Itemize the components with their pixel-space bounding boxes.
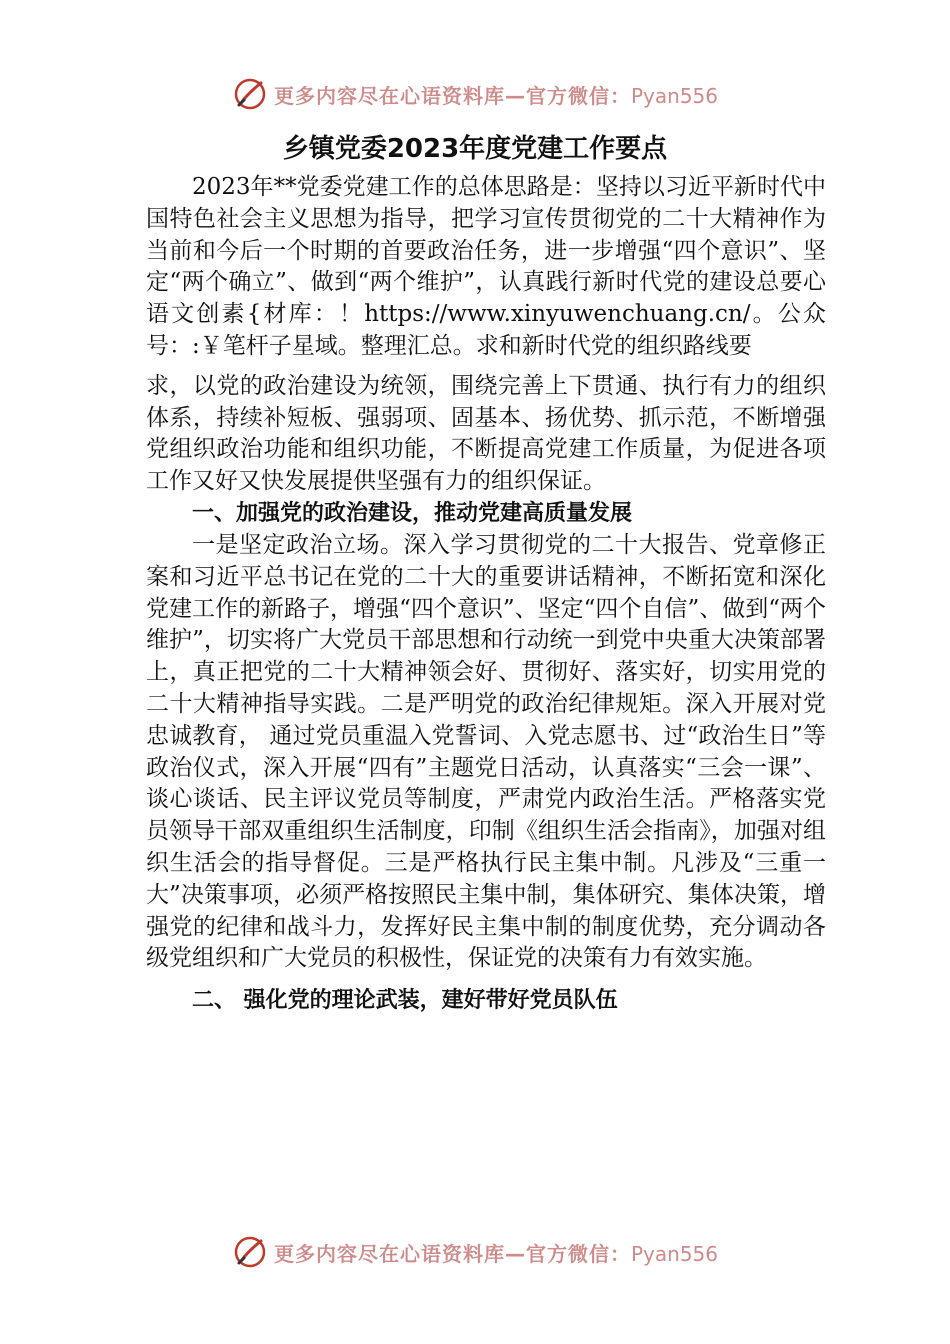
banner-text [274, 80, 718, 109]
footer-banner [0, 1232, 950, 1272]
paragraph-intro: 2023年**党委党建工作的总体思路是：坚持以习近平新时代中国特色社会主义思想为指导，把学习宣传贯彻党的二十大精神作为当前和今后一个时期的首要政治任务，进一步增强“四个意识”、坚定“两个确立”、做到“两个维护”，认真践行新时代党的建设总要心语文创素{材库：！https://www.xinyuwenchuang.cn/。公众号：:￥笔杆子星域。整理汇总。求和新时代党的组织路线要 [146, 174, 826, 359]
section-heading-1: 一、加强党的政治建设，推动党建高质量发展 [192, 500, 633, 526]
paragraph-intro-continued: 求，以党的政治建设为统领，围绕完善上下贯通、执行有力的组织体系，持续补短板、强弱项、固基本、扬优势、抓示范，不断增强党组织政治功能和组织功能，不断提高党建工作质量，为促进各项工作又好又快发展提供坚强有力的组织保证。 [146, 372, 826, 495]
banner-main-text: 更多内容尽在心语资料库— [273, 83, 526, 108]
paragraph-section-1: 一是坚定政治立场。深入学习贯彻党的二十大报告、党章修正案和习近平总书记在党的二十大的重要讲话精神，不断拓宽和深化党建工作的新路子，增强“四个意识”、坚定“四个自信”、做到“两个维护”，切实将广大党员干部思想和行动统一到党中央重大决策部署上，真正把党的二十大精神领会好、贯彻好、落实好，切实用党的二十大精神指导实践。二是严明党的政治纪律规矩。深入开展对党忠诚教育， 通过党员重温入党誓词、入党志愿书、过“政治生日”等政治仪式，深入开展“四有”主题党日活动，认真落实“三会一课”、谈心谈话、民主评议党员等制度，严肃党内政治生活。严格落实党员领导干部双重组织生活制度，印制《组织生活会指南》，加强对组织生活会的指导督促。三是严格执行民主集中制。凡涉及“三重一大”决策事项，必须严格按照民主集中制，集体研究、集体决策，增强党的纪律和战斗力，发挥好民主集中制的制度优势，充分调动各级党组织和广大党员的积极性，保证党的决策有力有效实施。 [146, 531, 826, 972]
section-heading-2: 二、 强化党的理论武装，建好带好党员队伍 [192, 988, 618, 1014]
brush-logo-icon [232, 76, 268, 112]
banner-text [274, 1238, 718, 1267]
banner-wechat-label: 官方微信： [525, 1241, 631, 1266]
banner-main-text: 更多内容尽在心语资料库— [273, 1241, 526, 1266]
banner-wechat-label: 官方微信： [525, 83, 631, 108]
header-banner [0, 74, 950, 114]
document-title: 乡镇党委2023年度党建工作要点 [282, 134, 668, 164]
banner-wechat-id: Pyan556 [630, 1241, 718, 1266]
brush-logo-icon [232, 1234, 268, 1270]
document-body [146, 172, 826, 1017]
banner-wechat-id: Pyan556 [630, 83, 718, 108]
